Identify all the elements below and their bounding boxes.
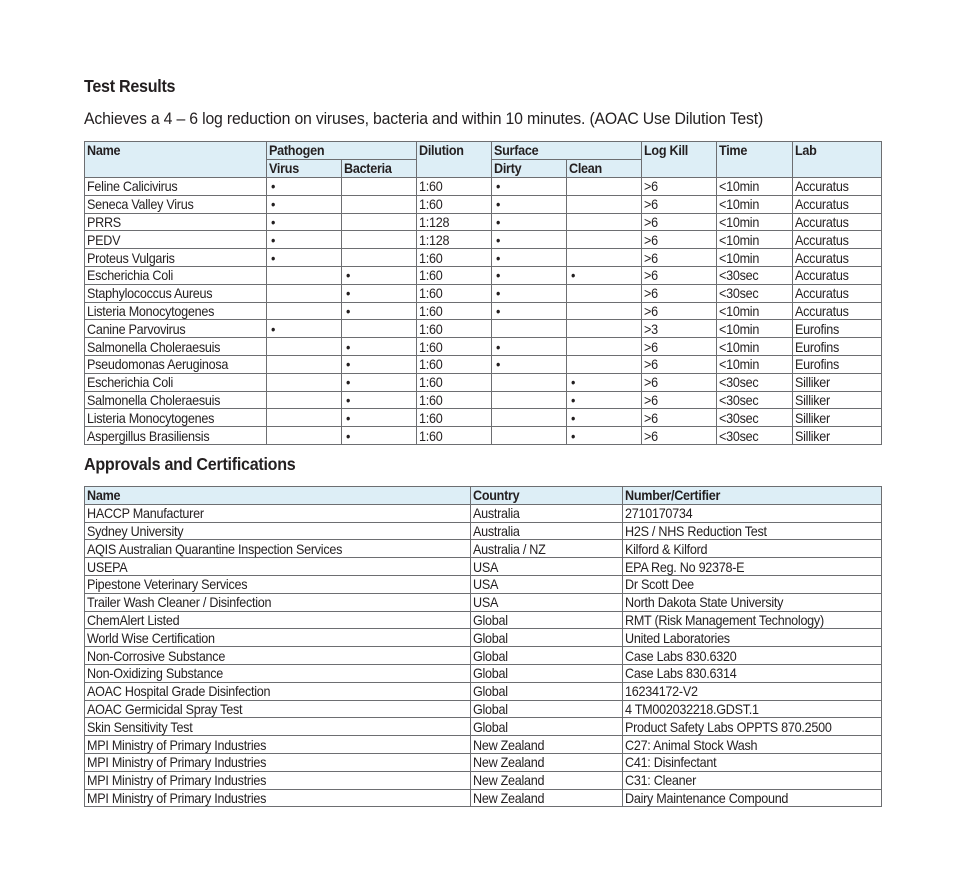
cell-name: Canine Parvovirus: [85, 320, 267, 338]
cell-clean: [567, 213, 642, 231]
cell-name: PEDV: [85, 231, 267, 249]
cell-lab: Accuratus: [793, 178, 882, 196]
cell-log-kill: >6: [642, 284, 717, 302]
cell-approval-name: MPI Ministry of Primary Industries: [85, 789, 471, 807]
cell-virus: [267, 338, 342, 356]
cell-approval-country: Global: [471, 718, 623, 736]
approval-row: [85, 575, 882, 593]
cell-approval-number: Kilford & Kilford: [623, 540, 882, 558]
cell-bacteria: [342, 213, 417, 231]
cell-clean: [567, 178, 642, 196]
cell-log-kill: >6: [642, 391, 717, 409]
test-results-heading: Test Results: [84, 76, 176, 96]
cell-name: Pseudomonas Aeruginosa: [85, 355, 267, 373]
cell-dilution: 1:128: [417, 213, 492, 231]
cell-clean: [567, 249, 642, 267]
cell-approval-country: USA: [471, 575, 623, 593]
test-result-row: [85, 178, 882, 196]
cell-approval-number: Dr Scott Dee: [623, 575, 882, 593]
cell-approval-number: C31: Cleaner: [623, 771, 882, 789]
test-result-row: [85, 320, 882, 338]
cell-time: <10min: [717, 355, 793, 373]
approval-row: [85, 558, 882, 576]
cell-bacteria: •: [342, 373, 417, 391]
col-header-log-kill: Log Kill: [642, 142, 717, 178]
cell-dirty: [492, 373, 567, 391]
cell-time: <30sec: [717, 284, 793, 302]
cell-log-kill: >3: [642, 320, 717, 338]
cell-clean: •: [567, 427, 642, 445]
cell-dirty: •: [492, 195, 567, 213]
test-result-row: [85, 302, 882, 320]
cell-time: <30sec: [717, 373, 793, 391]
cell-clean: •: [567, 409, 642, 427]
cell-dilution: 1:60: [417, 302, 492, 320]
cell-log-kill: >6: [642, 409, 717, 427]
test-result-row: [85, 409, 882, 427]
cell-dirty: •: [492, 302, 567, 320]
cell-log-kill: >6: [642, 355, 717, 373]
cell-log-kill: >6: [642, 195, 717, 213]
test-result-row: [85, 355, 882, 373]
cell-approval-country: Australia: [471, 522, 623, 540]
cell-log-kill: >6: [642, 427, 717, 445]
cell-dirty: •: [492, 266, 567, 284]
cell-time: <10min: [717, 249, 793, 267]
cell-clean: •: [567, 266, 642, 284]
cell-log-kill: >6: [642, 338, 717, 356]
cell-approval-country: Australia / NZ: [471, 540, 623, 558]
cell-lab: Accuratus: [793, 213, 882, 231]
cell-log-kill: >6: [642, 302, 717, 320]
test-result-row: [85, 231, 882, 249]
cell-dilution: 1:60: [417, 373, 492, 391]
test-result-row: [85, 373, 882, 391]
cell-approval-name: HACCP Manufacturer: [85, 504, 471, 522]
cell-approval-country: Global: [471, 682, 623, 700]
cell-name: Salmonella Choleraesuis: [85, 338, 267, 356]
cell-dirty: •: [492, 249, 567, 267]
approval-row: [85, 647, 882, 665]
cell-approval-number: United Laboratories: [623, 629, 882, 647]
cell-dilution: 1:60: [417, 338, 492, 356]
cell-bacteria: •: [342, 302, 417, 320]
cell-approval-country: USA: [471, 558, 623, 576]
cell-bacteria: [342, 178, 417, 196]
approval-row: [85, 682, 882, 700]
cell-virus: •: [267, 231, 342, 249]
cell-time: <10min: [717, 213, 793, 231]
cell-dilution: 1:60: [417, 178, 492, 196]
approval-row: [85, 504, 882, 522]
cell-clean: [567, 355, 642, 373]
cell-time: <30sec: [717, 391, 793, 409]
cell-approval-name: MPI Ministry of Primary Industries: [85, 771, 471, 789]
cell-approval-number: 4 TM002032218.GDST.1: [623, 700, 882, 718]
cell-lab: Accuratus: [793, 195, 882, 213]
cell-name: Feline Calicivirus: [85, 178, 267, 196]
approval-row: [85, 718, 882, 736]
cell-bacteria: •: [342, 409, 417, 427]
cell-dirty: •: [492, 338, 567, 356]
cell-dirty: •: [492, 355, 567, 373]
test-results-description: Achieves a 4 – 6 log reduction on viruses, bacteria and within 10 minutes. (AOAC Use Dilution Test): [84, 109, 764, 128]
cell-virus: •: [267, 213, 342, 231]
cell-virus: •: [267, 320, 342, 338]
cell-approval-name: USEPA: [85, 558, 471, 576]
cell-name: Escherichia Coli: [85, 266, 267, 284]
cell-approval-name: ChemAlert Listed: [85, 611, 471, 629]
cell-lab: Silliker: [793, 427, 882, 445]
cell-approval-name: Trailer Wash Cleaner / Disinfection: [85, 593, 471, 611]
cell-dirty: •: [492, 178, 567, 196]
cell-clean: [567, 231, 642, 249]
cell-approval-country: New Zealand: [471, 789, 623, 807]
cell-bacteria: •: [342, 338, 417, 356]
col-header-bacteria: Bacteria: [342, 160, 417, 178]
cell-virus: [267, 266, 342, 284]
cell-time: <10min: [717, 178, 793, 196]
cell-name: Listeria Monocytogenes: [85, 409, 267, 427]
cell-clean: [567, 195, 642, 213]
cell-approval-number: 16234172-V2: [623, 682, 882, 700]
cell-dirty: [492, 391, 567, 409]
cell-bacteria: •: [342, 284, 417, 302]
cell-bacteria: •: [342, 266, 417, 284]
cell-approval-number: Case Labs 830.6320: [623, 647, 882, 665]
cell-approval-number: C27: Animal Stock Wash: [623, 736, 882, 754]
cell-approval-country: USA: [471, 593, 623, 611]
cell-virus: [267, 409, 342, 427]
cell-lab: Accuratus: [793, 284, 882, 302]
cell-approval-country: Global: [471, 647, 623, 665]
col-header-clean: Clean: [567, 160, 642, 178]
cell-clean: [567, 338, 642, 356]
col-header-dirty: Dirty: [492, 160, 567, 178]
col-header-time: Time: [717, 142, 793, 178]
cell-dirty: [492, 320, 567, 338]
cell-lab: Accuratus: [793, 249, 882, 267]
cell-bacteria: •: [342, 355, 417, 373]
cell-dilution: 1:60: [417, 427, 492, 445]
cell-virus: •: [267, 195, 342, 213]
cell-virus: [267, 391, 342, 409]
cell-time: <30sec: [717, 409, 793, 427]
test-result-row: [85, 213, 882, 231]
cell-time: <30sec: [717, 427, 793, 445]
col-header-name: Name: [85, 142, 267, 178]
cell-approval-name: MPI Ministry of Primary Industries: [85, 736, 471, 754]
cell-lab: Silliker: [793, 409, 882, 427]
cell-approval-number: 2710170734: [623, 504, 882, 522]
col-header-dilution: Dilution: [417, 142, 492, 178]
cell-approval-name: World Wise Certification: [85, 629, 471, 647]
cell-dilution: 1:60: [417, 320, 492, 338]
cell-dirty: •: [492, 284, 567, 302]
cell-virus: [267, 427, 342, 445]
cell-clean: [567, 320, 642, 338]
cell-clean: •: [567, 373, 642, 391]
cell-approval-country: New Zealand: [471, 771, 623, 789]
cell-virus: [267, 373, 342, 391]
test-result-row: [85, 427, 882, 445]
col-header-lab: Lab: [793, 142, 882, 178]
cell-log-kill: >6: [642, 213, 717, 231]
cell-bacteria: [342, 231, 417, 249]
cell-name: Seneca Valley Virus: [85, 195, 267, 213]
cell-virus: [267, 284, 342, 302]
cell-name: PRRS: [85, 213, 267, 231]
cell-lab: Accuratus: [793, 266, 882, 284]
test-result-row: [85, 391, 882, 409]
cell-dirty: •: [492, 231, 567, 249]
approval-row: [85, 522, 882, 540]
cell-approval-number: RMT (Risk Management Technology): [623, 611, 882, 629]
cell-name: Proteus Vulgaris: [85, 249, 267, 267]
cell-approval-number: Case Labs 830.6314: [623, 664, 882, 682]
approval-row: [85, 789, 882, 807]
cell-approval-name: Non-Corrosive Substance: [85, 647, 471, 665]
cell-approval-name: AOAC Germicidal Spray Test: [85, 700, 471, 718]
cell-time: <10min: [717, 338, 793, 356]
test-result-row: [85, 249, 882, 267]
cell-dirty: [492, 409, 567, 427]
cell-name: Escherichia Coli: [85, 373, 267, 391]
cell-dilution: 1:60: [417, 355, 492, 373]
approval-row: [85, 753, 882, 771]
cell-lab: Silliker: [793, 373, 882, 391]
col-header-country: Country: [471, 487, 623, 505]
cell-name: Staphylococcus Aureus: [85, 284, 267, 302]
cell-clean: [567, 284, 642, 302]
cell-approval-number: EPA Reg. No 92378-E: [623, 558, 882, 576]
cell-approval-name: AOAC Hospital Grade Disinfection: [85, 682, 471, 700]
cell-bacteria: [342, 195, 417, 213]
cell-dilution: 1:60: [417, 409, 492, 427]
col-header-virus: Virus: [267, 160, 342, 178]
cell-dilution: 1:60: [417, 391, 492, 409]
cell-clean: •: [567, 391, 642, 409]
cell-time: <10min: [717, 320, 793, 338]
approval-row: [85, 540, 882, 558]
cell-approval-name: Skin Sensitivity Test: [85, 718, 471, 736]
approval-row: [85, 611, 882, 629]
cell-approval-country: Global: [471, 700, 623, 718]
cell-bacteria: [342, 249, 417, 267]
cell-dilution: 1:60: [417, 249, 492, 267]
cell-lab: Eurofins: [793, 355, 882, 373]
col-header-pathogen: Pathogen: [267, 142, 417, 160]
cell-name: Aspergillus Brasiliensis: [85, 427, 267, 445]
cell-approval-name: Non-Oxidizing Substance: [85, 664, 471, 682]
test-result-row: [85, 284, 882, 302]
cell-approval-country: Global: [471, 629, 623, 647]
cell-time: <10min: [717, 302, 793, 320]
cell-dilution: 1:128: [417, 231, 492, 249]
approval-row: [85, 593, 882, 611]
cell-log-kill: >6: [642, 249, 717, 267]
approval-row: [85, 629, 882, 647]
cell-lab: Eurofins: [793, 320, 882, 338]
cell-bacteria: •: [342, 391, 417, 409]
cell-bacteria: •: [342, 427, 417, 445]
cell-approval-country: Global: [471, 611, 623, 629]
cell-approval-name: MPI Ministry of Primary Industries: [85, 753, 471, 771]
test-result-row: [85, 266, 882, 284]
cell-approval-country: New Zealand: [471, 753, 623, 771]
col-header-surface: Surface: [492, 142, 642, 160]
cell-virus: •: [267, 249, 342, 267]
cell-approval-number: C41: Disinfectant: [623, 753, 882, 771]
col-header-number-certifier: Number/Certifier: [623, 487, 882, 505]
cell-approval-country: New Zealand: [471, 736, 623, 754]
cell-lab: Silliker: [793, 391, 882, 409]
cell-approval-country: Australia: [471, 504, 623, 522]
cell-approval-name: Sydney University: [85, 522, 471, 540]
cell-approval-number: Dairy Maintenance Compound: [623, 789, 882, 807]
approval-row: [85, 736, 882, 754]
cell-name: Listeria Monocytogenes: [85, 302, 267, 320]
cell-log-kill: >6: [642, 178, 717, 196]
cell-lab: Eurofins: [793, 338, 882, 356]
cell-approval-number: North Dakota State University: [623, 593, 882, 611]
cell-approval-number: H2S / NHS Reduction Test: [623, 522, 882, 540]
test-results-table: [84, 141, 882, 445]
cell-approval-number: Product Safety Labs OPPTS 870.2500: [623, 718, 882, 736]
approvals-heading: Approvals and Certifications: [84, 454, 296, 474]
cell-log-kill: >6: [642, 373, 717, 391]
cell-lab: Accuratus: [793, 302, 882, 320]
cell-log-kill: >6: [642, 231, 717, 249]
approval-row: [85, 700, 882, 718]
cell-dirty: •: [492, 213, 567, 231]
cell-time: <10min: [717, 195, 793, 213]
cell-approval-name: AQIS Australian Quarantine Inspection Services: [85, 540, 471, 558]
cell-lab: Accuratus: [793, 231, 882, 249]
approval-row: [85, 771, 882, 789]
cell-log-kill: >6: [642, 266, 717, 284]
test-result-row: [85, 195, 882, 213]
cell-time: <30sec: [717, 266, 793, 284]
cell-dilution: 1:60: [417, 195, 492, 213]
approval-row: [85, 664, 882, 682]
approvals-table: [84, 486, 882, 807]
test-result-row: [85, 338, 882, 356]
cell-dilution: 1:60: [417, 284, 492, 302]
cell-virus: [267, 355, 342, 373]
col-header-approval-name: Name: [85, 487, 471, 505]
cell-virus: [267, 302, 342, 320]
cell-bacteria: [342, 320, 417, 338]
cell-time: <10min: [717, 231, 793, 249]
cell-virus: •: [267, 178, 342, 196]
cell-approval-country: Global: [471, 664, 623, 682]
cell-dirty: [492, 427, 567, 445]
cell-approval-name: Pipestone Veterinary Services: [85, 575, 471, 593]
cell-name: Salmonella Choleraesuis: [85, 391, 267, 409]
cell-dilution: 1:60: [417, 266, 492, 284]
cell-clean: [567, 302, 642, 320]
